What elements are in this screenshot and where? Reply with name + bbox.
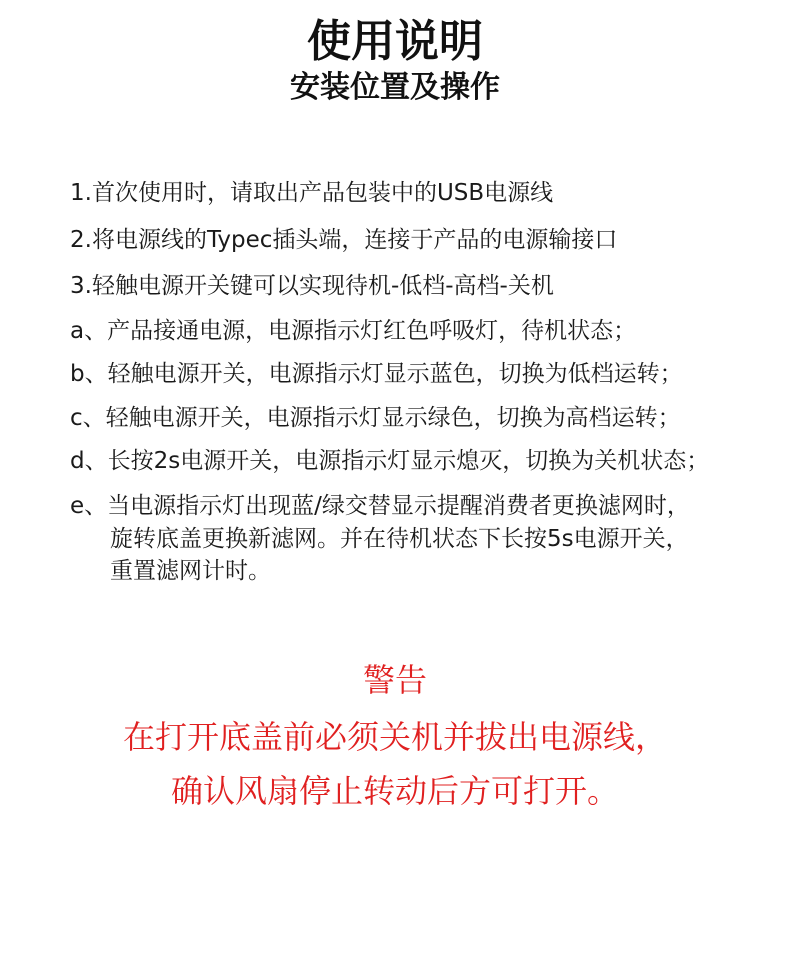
instruction-step-2: 2.将电源线的Typec插头端，连接于产品的电源输接口: [70, 227, 618, 253]
instruction-item-c: c、轻触电源开关，电源指示灯显示绿色，切换为高档运转；: [70, 405, 681, 431]
instruction-item-d: d、长按2s电源开关，电源指示灯显示熄灭，切换为关机状态；: [70, 448, 710, 474]
page-title: 使用说明: [307, 16, 483, 67]
instruction-item-a: a、产品接通电源，电源指示灯红色呼吸灯，待机状态；: [70, 318, 637, 344]
instruction-item-e-line-1: e、当电源指示灯出现蓝/绿交替显示提醒消费者更换滤网时，: [70, 493, 690, 519]
instruction-item-e-line-2: 旋转底盖更换新滤网。并在待机状态下长按5s电源开关，: [110, 526, 689, 552]
instruction-item-e-line-3: 重置滤网计时。: [110, 558, 271, 584]
instruction-step-3: 3.轻触电源开关键可以实现待机-低档-高档-关机: [70, 273, 554, 299]
warning-line-2: 确认风扇停止转动后方可打开。: [170, 772, 619, 810]
warning-line-1: 在打开底盖前必须关机并拔出电源线，: [122, 718, 667, 756]
page-subtitle: 安装位置及操作: [290, 70, 500, 105]
instruction-item-b: b、轻触电源开关，电源指示灯显示蓝色，切换为低档运转；: [70, 361, 683, 387]
warning-title: 警告: [362, 661, 427, 699]
instruction-step-1: 1.首次使用时，请取出产品包装中的USB电源线: [70, 180, 554, 206]
